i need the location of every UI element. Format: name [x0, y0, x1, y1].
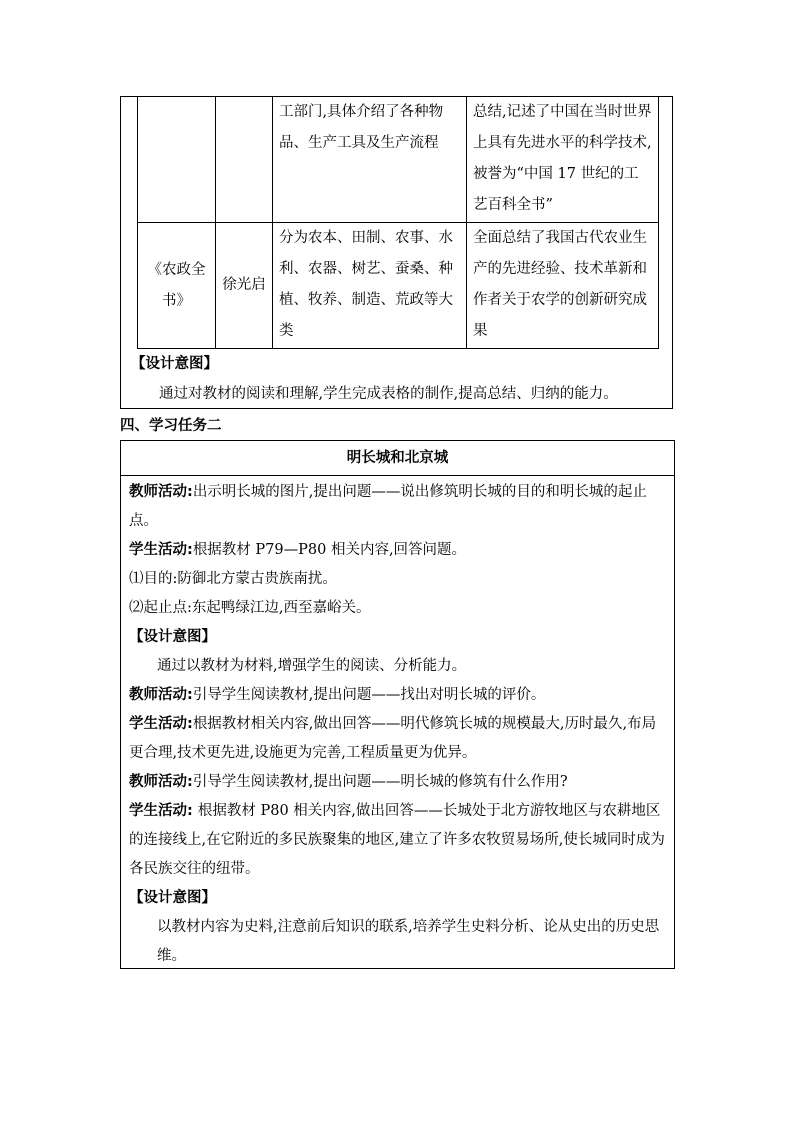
design-intent-label: 【设计意图】	[131, 356, 218, 372]
design-intent-text: 以教材内容为史料,注意前后知识的联系,培养学生史料分析、论从史出的历史思维。	[157, 919, 660, 964]
teacher-text: 引导学生阅读教材,提出问题——明长城的修筑有什么作用?	[192, 774, 568, 790]
significance-cell: 总结,记述了中国在当时世界上具有先进水平的科学技术,被誉为“中国 17 世纪的工艺百科全书”	[467, 97, 659, 223]
book-cell	[138, 97, 216, 223]
design-intent-block	[131, 349, 661, 409]
student-activity	[129, 536, 666, 565]
teacher-label: 教师活动:	[129, 484, 193, 500]
teacher-label: 教师活动:	[129, 687, 193, 703]
student-activity	[129, 710, 666, 768]
answer-item: ⑵起止点:东起鸭绿江边,西至嘉峪关。	[129, 600, 371, 616]
teacher-label: 教师活动:	[129, 774, 193, 790]
task2-box	[120, 440, 675, 969]
book-cell: 《农政全书》	[138, 223, 216, 349]
design-intent-label: 【设计意图】	[129, 890, 216, 906]
task2-title: 明长城和北京城	[121, 441, 674, 476]
author-cell	[216, 97, 273, 223]
table-row	[138, 223, 659, 349]
teacher-activity	[129, 768, 666, 797]
student-text: 根据教材 P80 相关内容,做出回答——长城处于北方游牧地区与农耕地区的连接线上,在它附近的多民族聚集的地区,建立了许多农牧贸易场所,使长城同时成为各民族交往的纽带。	[129, 803, 665, 877]
book-table-frame	[120, 96, 673, 409]
design-intent-label: 【设计意图】	[129, 629, 216, 645]
content-cell: 分为农本、田制、农事、水利、农器、树艺、蚕桑、种植、牧养、制造、荒政等大类	[273, 223, 467, 349]
teacher-activity	[129, 478, 666, 536]
answer-item: ⑴目的:防御北方蒙古贵族南扰。	[129, 571, 337, 587]
student-text: 根据教材相关内容,做出回答——明代修筑长城的规模最大,历时最久,布局更合理,技术更先进,设施更为完善,工程质量更为优异。	[129, 716, 657, 761]
design-intent-text: 通过对教材的阅读和理解,学生完成表格的制作,提高总结、归纳的能力。	[159, 386, 618, 402]
table-row	[138, 97, 659, 223]
book-table	[137, 96, 659, 349]
teacher-text: 出示明长城的图片,提出问题——说出修筑明长城的目的和明长城的起止点。	[129, 484, 647, 529]
section-heading: 四、学习任务二	[120, 418, 222, 434]
significance-cell: 全面总结了我国古代农业生产的先进经验、技术革新和作者关于农学的创新研究成果	[467, 223, 659, 349]
teacher-activity	[129, 681, 666, 710]
student-label: 学生活动:	[129, 803, 198, 819]
student-activity	[129, 797, 666, 884]
student-label: 学生活动:	[129, 542, 193, 558]
task2-content	[121, 476, 674, 971]
content-cell: 工部门,具体介绍了各种物品、生产工具及生产流程	[273, 97, 467, 223]
author-cell: 徐光启	[216, 223, 273, 349]
student-label: 学生活动:	[129, 716, 193, 732]
teacher-text: 引导学生阅读教材,提出问题——找出对明长城的评价。	[192, 687, 546, 703]
student-text: 根据教材 P79—P80 相关内容,回答问题。	[192, 542, 467, 558]
design-intent-text: 通过以教材为材料,增强学生的阅读、分析能力。	[157, 658, 467, 674]
